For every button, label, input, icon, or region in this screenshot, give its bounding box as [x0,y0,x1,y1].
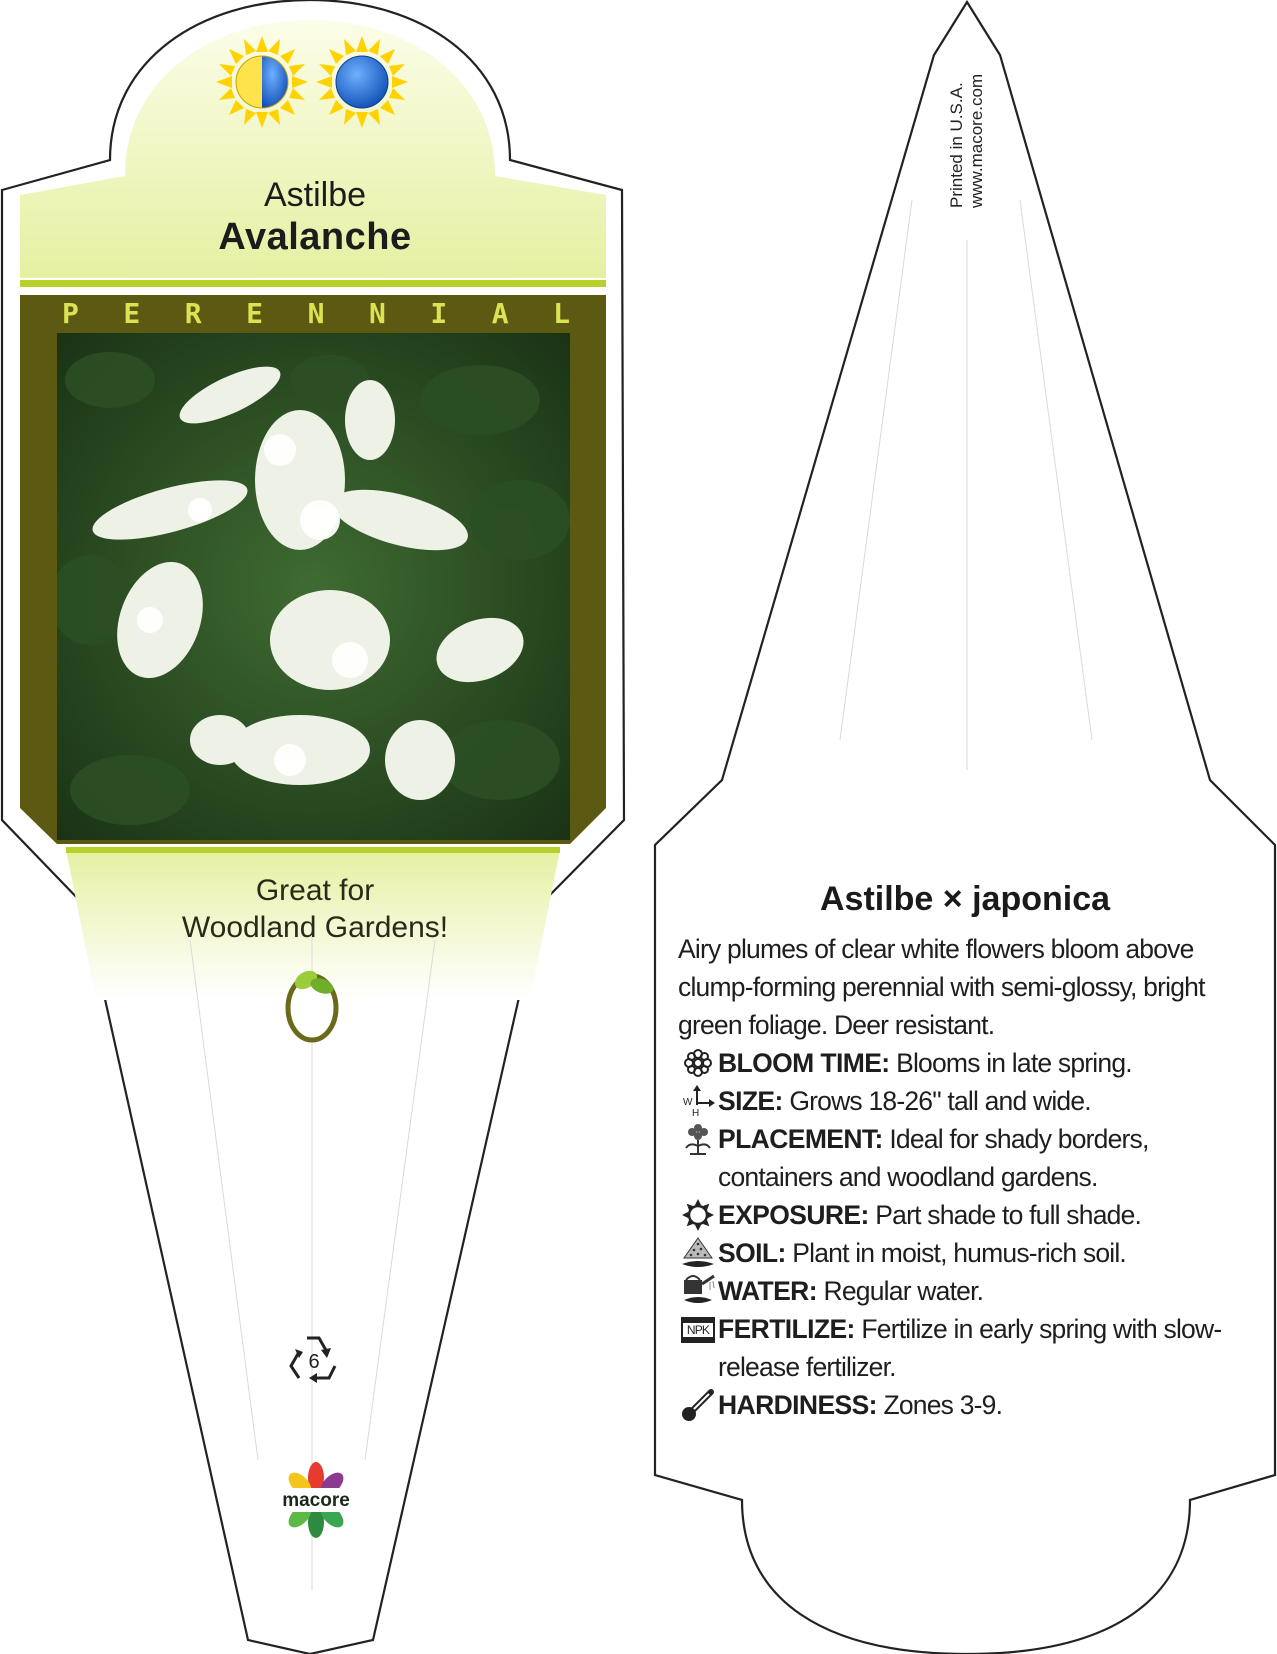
plant-genus: Astilbe [263,176,367,214]
attr-size [678,1082,1238,1120]
category-letter: R [184,297,202,330]
sun-outline-icon [678,1196,718,1234]
category-letter: P [62,297,79,330]
category-letter: N [368,297,386,330]
plant-photo [50,333,570,840]
attr-label: EXPOSURE: [718,1200,869,1230]
watering-can-icon [678,1272,718,1310]
category-letter: E [123,297,141,330]
attr-fertilize [678,1310,1238,1386]
printed-info [940,50,1000,220]
lime-rule [20,280,606,287]
attr-value: Blooms in late spring. [896,1048,1132,1078]
attr-label: PLACEMENT: [718,1124,883,1154]
attr-label: WATER: [718,1276,817,1306]
attr-placement [678,1120,1238,1196]
tagline [120,872,510,946]
category-letter: A [491,297,509,330]
category-letter: E [246,297,264,330]
placement-icon [678,1120,718,1158]
size-h-text: H [692,1108,699,1117]
thermometer-icon [678,1386,718,1424]
attr-value: Part shade to full shade. [875,1200,1142,1230]
botanical-name: Astilbe × japonica [819,880,1111,918]
size-arrows-icon [678,1082,718,1120]
soil-icon [678,1234,718,1272]
attr-value: Zones 3-9. [883,1390,1003,1420]
printed-in-text: Printed in U.S.A. [947,82,966,208]
website-text: www.macore.com [967,73,986,208]
attr-value: Regular water. [823,1276,984,1306]
tagline-line-2: Woodland Gardens! [181,911,449,944]
brand-logo-text: macore [282,1490,350,1511]
attr-label: SIZE: [718,1086,783,1116]
attr-label: HARDINESS: [718,1390,877,1420]
description: Airy plumes of clear white flowers bloom above clump-forming perennial with semi-glossy, bright green foliage. Deer resistant. [678,934,1205,1040]
attr-water [678,1272,1238,1310]
attr-value: Grows 18-26" tall and wide. [789,1086,1091,1116]
attr-value: Ideal for shady borders, containers and woodland gardens. [718,1124,1149,1192]
npk-icon [678,1310,718,1348]
part-sun-icon [216,36,308,128]
npk-text: NPK [686,1323,710,1337]
attr-value: Plant in moist, humus-rich soil. [792,1238,1126,1268]
plant-cultivar: Avalanche [218,216,412,258]
lime-rule-lower [66,847,560,853]
category-letter: N [307,297,325,330]
recycle-code: 6 [308,1351,320,1373]
attr-label: BLOOM TIME: [718,1048,890,1078]
attr-exposure [678,1196,1238,1234]
flower-icon [678,1044,718,1082]
size-w-text: W [683,1097,692,1108]
attr-label: SOIL: [718,1238,786,1268]
category-label [20,296,612,332]
attr-label: FERTILIZE: [718,1314,855,1344]
tagline-line-1: Great for [255,874,375,907]
shade-icon [316,36,408,128]
category-letter: I [430,297,448,330]
care-info [678,930,1238,1424]
attr-soil [678,1234,1238,1272]
category-letter: L [553,297,570,330]
attr-hardiness [678,1386,1238,1424]
attr-bloom-time [678,1044,1238,1082]
attr-value: Fertilize in early spring with slow-release fertilizer. [718,1314,1222,1382]
printed-info-rotated [940,50,1000,220]
